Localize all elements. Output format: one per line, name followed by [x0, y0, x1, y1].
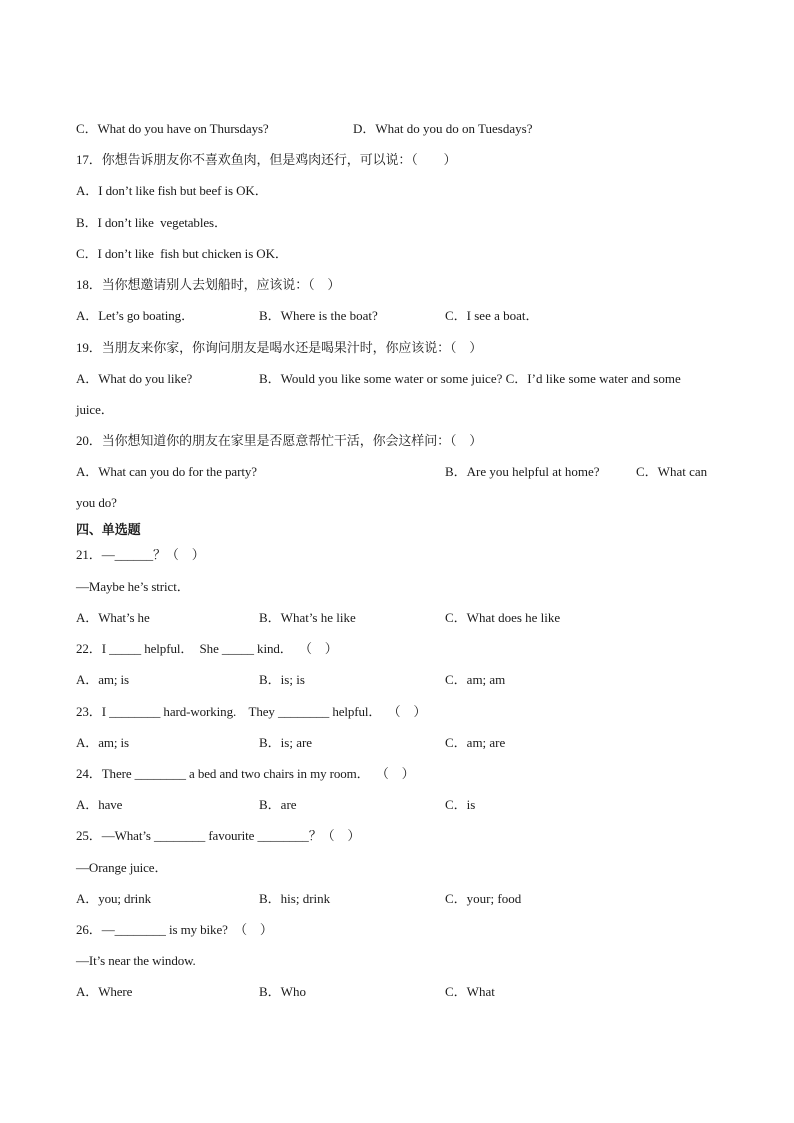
q21-prompt: 21．—______？（ ）	[76, 547, 205, 562]
section-heading: 四、单选题	[76, 522, 141, 537]
q21-option-c: C．What does he like	[445, 610, 561, 625]
q20-option-a: A．What can you do for the party?	[76, 464, 257, 479]
q23-option-b: B．is; are	[259, 735, 313, 750]
q18-option-c: C．I see a boat．	[445, 308, 539, 323]
q25-option-c: C．your; food	[445, 891, 522, 906]
q17-option-c: C．I don’t like fish but chicken is OK．	[76, 246, 288, 261]
q20-prompt: 20．当你想知道你的朋友在家里是否愿意帮忙干活，你会这样问：（ ）	[76, 433, 483, 448]
q21-option-a: A．What’s he	[76, 610, 150, 625]
q24-option-a: A．have	[76, 797, 123, 812]
q25-prompt: 25．—What’s ________ favourite ________？（ ）	[76, 828, 361, 843]
q20-option-c: C．What can	[636, 464, 708, 479]
q22-option-a: A．am; is	[76, 672, 130, 687]
q17-option-b: B．I don’t like vegetables．	[76, 215, 227, 230]
q16-option-c: C．What do you have on Thursdays?	[76, 121, 269, 136]
q22-option-c: C．am; am	[445, 672, 506, 687]
q24-option-c: C．is	[445, 797, 476, 812]
q26-option-a: A．Where	[76, 984, 133, 999]
q23-option-c: C．am; are	[445, 735, 506, 750]
q26-option-c: C．What	[445, 984, 495, 999]
q26-sentence: —It’s near the window.	[76, 953, 196, 968]
q20-option-c-continued: you do?	[76, 495, 117, 510]
q20-option-b: B．Are you helpful at home?	[445, 464, 600, 479]
q16-option-d: D．What do you do on Tuesdays?	[353, 121, 533, 136]
q22-option-b: B．is; is	[259, 672, 305, 687]
q17-prompt: 17．你想告诉朋友你不喜欢鱼肉，但是鸡肉还行，可以说：（ ）	[76, 152, 457, 167]
q25-option-b: B．his; drink	[259, 891, 331, 906]
q21-sentence: —Maybe he’s strict．	[76, 579, 190, 594]
q26-option-b: B．Who	[259, 984, 306, 999]
q25-option-a: A．you; drink	[76, 891, 151, 906]
q24-prompt: 24．There ________ a bed and two chairs in my room． （ ）	[76, 766, 415, 781]
q19-option-a: A．What do you like?	[76, 371, 193, 386]
q21-option-b: B．What’s he like	[259, 610, 356, 625]
q22-prompt: 22．I _____ helpful． She _____ kind． （ ）	[76, 641, 338, 656]
q26-prompt: 26．—________ is my bike? （ ）	[76, 922, 273, 937]
q23-option-a: A．am; is	[76, 735, 130, 750]
q23-prompt: 23．I ________ hard-working. They ________ helpful． （ ）	[76, 704, 427, 719]
q18-prompt: 18．当你想邀请别人去划船时，应该说：（ ）	[76, 277, 341, 292]
q19-option-c-continued: juice．	[76, 402, 114, 417]
q18-option-b: B．Where is the boat?	[259, 308, 378, 323]
q25-sentence: —Orange juice．	[76, 860, 168, 875]
q17-option-a: A．I don’t like fish but beef is OK．	[76, 183, 268, 198]
q24-option-b: B．are	[259, 797, 297, 812]
q18-option-a: A．Let’s go boating．	[76, 308, 194, 323]
q19-prompt: 19．当朋友来你家，你询问朋友是喝水还是喝果汁时，你应该说：（ ）	[76, 340, 483, 355]
q19-option-b: B．Would you like some water or some juice? C．I’d like some water and some	[259, 371, 681, 386]
